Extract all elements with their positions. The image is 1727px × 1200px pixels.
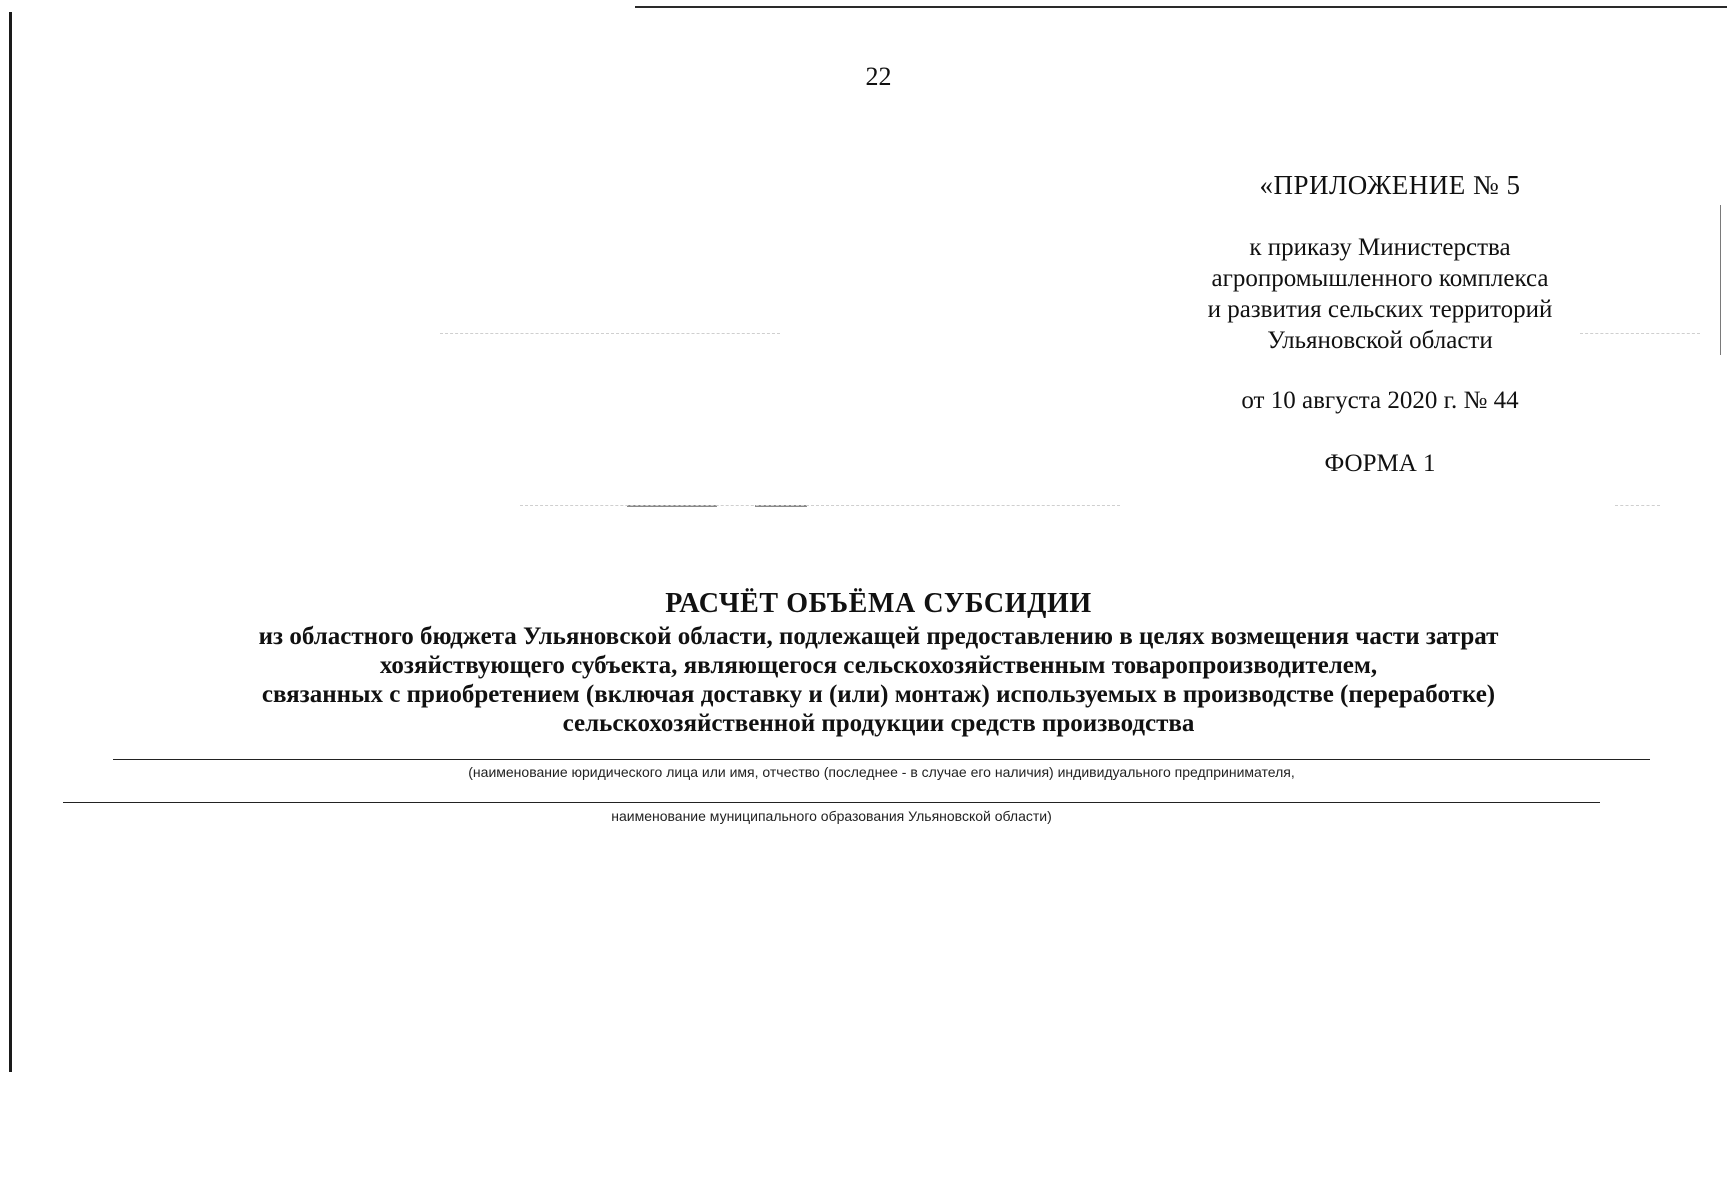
scan-dots [1615,505,1660,506]
fill-in-line-2 [63,802,1600,803]
document-title: РАСЧЁТ ОБЪЁМА СУБСИДИИ [665,588,1092,619]
fill-in-caption-1: (наименование юридического лица или имя, отчество (последнее - в случае его наличия) индивидуального предпринимателя, [468,764,1295,780]
order-line: к приказу Министерства [1249,234,1511,261]
scan-border-top [635,6,1727,8]
appendix-title: «ПРИЛОЖЕНИЕ № 5 [1259,170,1521,200]
order-date: от 10 августа 2020 г. № 44 [1241,387,1519,414]
order-line: агропромышленного комплекса [1211,265,1549,292]
subtitle-line: связанных с приобретением (включая доставку и (или) монтаж) используемых в производстве (переработке) [261,681,1496,708]
subtitle-line: хозяйствующего субъекта, являющегося сельскохозяйственным товаропроизводителем, [379,652,1378,679]
subtitle-line: сельскохозяйственной продукции средств производства [562,710,1195,737]
order-line: Ульяновской области [1267,327,1493,354]
order-line: и развития сельских территорий [1207,296,1553,323]
scan-border-left [9,12,12,1072]
fill-in-line-1 [113,759,1650,760]
order-reference [1060,232,1700,356]
subtitle-line: из областного бюджета Ульяновской области, подлежащей предоставлению в целях возмещения части затрат [258,623,1499,650]
form-label: ФОРМА 1 [1324,450,1436,477]
scan-dots [520,505,1120,506]
scan-dots [440,333,780,334]
scan-border-right [1720,205,1721,355]
document-subtitle [100,622,1657,738]
page-number: 22 [865,62,892,91]
fill-in-caption-2: наименование муниципального образования Ульяновской области) [611,808,1052,824]
